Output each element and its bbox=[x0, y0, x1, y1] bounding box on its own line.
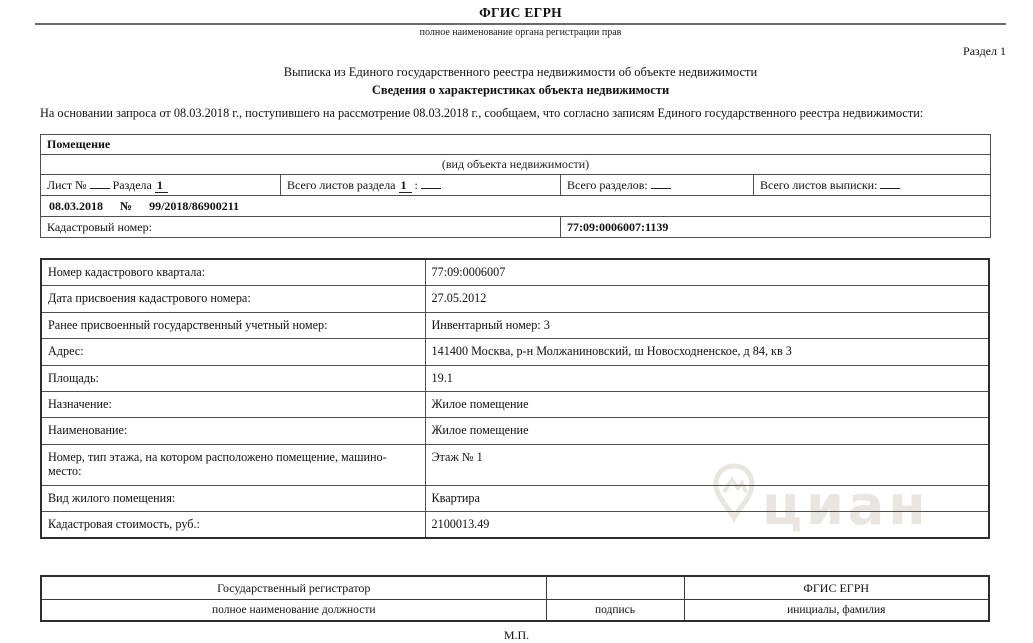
row-value: Этаж № 1 bbox=[425, 444, 989, 485]
row-value: Жилое помещение bbox=[425, 391, 989, 417]
row-label: Адрес: bbox=[41, 339, 425, 365]
table-row bbox=[41, 312, 989, 338]
signature-space bbox=[546, 576, 684, 599]
org-name-caption: полное наименование органа регистрации прав bbox=[419, 27, 622, 38]
table-row bbox=[41, 259, 989, 286]
name-caption: инициалы, фамилия bbox=[684, 599, 989, 621]
section-label: Раздел 1 bbox=[963, 44, 1006, 58]
object-type: Помещение bbox=[41, 135, 991, 155]
total-sections-cell bbox=[561, 175, 754, 196]
total-sheets-colon: : bbox=[414, 177, 418, 192]
total-extract-sheets-label: Всего листов выписки: bbox=[760, 177, 878, 192]
table-row bbox=[41, 418, 989, 444]
table-row bbox=[41, 365, 989, 391]
row-value: 141400 Москва, р-н Молжаниновский, ш Новосходненское, д 84, кв 3 bbox=[425, 339, 989, 365]
row-value: Жилое помещение bbox=[425, 418, 989, 444]
signature-title-row bbox=[41, 576, 989, 599]
cadastral-number-label: Кадастровый номер: bbox=[41, 217, 561, 238]
document-title: Выписка из Единого государственного реестра недвижимости об объекте недвижимости bbox=[283, 65, 758, 79]
total-extract-sheets-cell bbox=[754, 175, 991, 196]
object-type-caption: (вид объекта недвижимости) bbox=[41, 155, 991, 175]
row-label: Вид жилого помещения: bbox=[41, 485, 425, 511]
date-number-cell bbox=[41, 196, 991, 217]
row-value: Инвентарный номер: 3 bbox=[425, 312, 989, 338]
request-date: 08.03.2018 bbox=[49, 198, 103, 213]
signature-table bbox=[40, 575, 990, 622]
registrar-title: Государственный регистратор bbox=[41, 576, 546, 599]
table-row bbox=[41, 391, 989, 417]
total-sections-blank bbox=[651, 178, 671, 189]
row-label: Ранее присвоенный государственный учетный номер: bbox=[41, 312, 425, 338]
row-value: 77:09:0006007 bbox=[425, 259, 989, 286]
number-sign: № bbox=[120, 198, 133, 213]
cadastral-number-row bbox=[41, 217, 991, 238]
registrar-value: ФГИС ЕГРН bbox=[684, 576, 989, 599]
signature-caption: подпись bbox=[546, 599, 684, 621]
table-row bbox=[41, 339, 989, 365]
sheet-number-cell bbox=[41, 175, 281, 196]
table-row bbox=[41, 444, 989, 485]
total-sections-label: Всего разделов: bbox=[567, 177, 648, 192]
characteristics-table bbox=[40, 258, 990, 539]
sheet-info-row bbox=[41, 175, 991, 196]
intro-text: На основании запроса от 08.03.2018 г., поступившего на рассмотрение 08.03.2018 г., сообщаем, что согласно записям Единого государственного реестра недвижимости: bbox=[40, 106, 924, 120]
sheet-section-label: Раздела bbox=[112, 177, 152, 192]
document-header bbox=[35, 0, 1006, 121]
document-subtitle: Сведения о характеристиках объекта недвижимости bbox=[371, 83, 670, 97]
object-info-table bbox=[40, 134, 991, 238]
position-caption: полное наименование должности bbox=[41, 599, 546, 621]
table-row bbox=[41, 485, 989, 511]
table-row bbox=[41, 511, 989, 538]
row-value: 27.05.2012 bbox=[425, 286, 989, 312]
object-type-row bbox=[41, 135, 991, 155]
sheet-number-blank bbox=[90, 178, 110, 189]
row-value: 2100013.49 bbox=[425, 511, 989, 538]
date-number-row bbox=[41, 196, 991, 217]
signature-caption-row bbox=[41, 599, 989, 621]
row-label: Номер кадастрового квартала: bbox=[41, 259, 425, 286]
object-type-caption-row bbox=[41, 155, 991, 175]
row-label: Наименование: bbox=[41, 418, 425, 444]
row-value: Квартира bbox=[425, 485, 989, 511]
table-row bbox=[41, 286, 989, 312]
row-label: Назначение: bbox=[41, 391, 425, 417]
row-label: Номер, тип этажа, на котором расположено помещение, машино-место: bbox=[41, 444, 425, 485]
sheet-label: Лист № bbox=[47, 177, 87, 192]
request-number: 99/2018/86900211 bbox=[149, 198, 240, 213]
total-sheets-blank bbox=[421, 178, 441, 189]
total-extract-sheets-blank bbox=[880, 178, 900, 189]
row-label: Кадастровая стоимость, руб.: bbox=[41, 511, 425, 538]
sheet-section-number: 1 bbox=[155, 178, 168, 193]
org-name: ФГИС ЕГРН bbox=[479, 5, 562, 20]
row-label: Дата присвоения кадастрового номера: bbox=[41, 286, 425, 312]
total-sheets-cell bbox=[281, 175, 561, 196]
org-name-underline bbox=[35, 23, 1006, 25]
total-sheets-label: Всего листов раздела bbox=[287, 177, 396, 192]
row-value: 19.1 bbox=[425, 365, 989, 391]
row-label: Площадь: bbox=[41, 365, 425, 391]
stamp-place-label: М.П. bbox=[503, 628, 530, 643]
watermark-label: циан bbox=[762, 473, 930, 537]
total-sheets-number: 1 bbox=[399, 178, 412, 193]
cadastral-number-value: 77:09:0006007:1139 bbox=[561, 217, 991, 238]
